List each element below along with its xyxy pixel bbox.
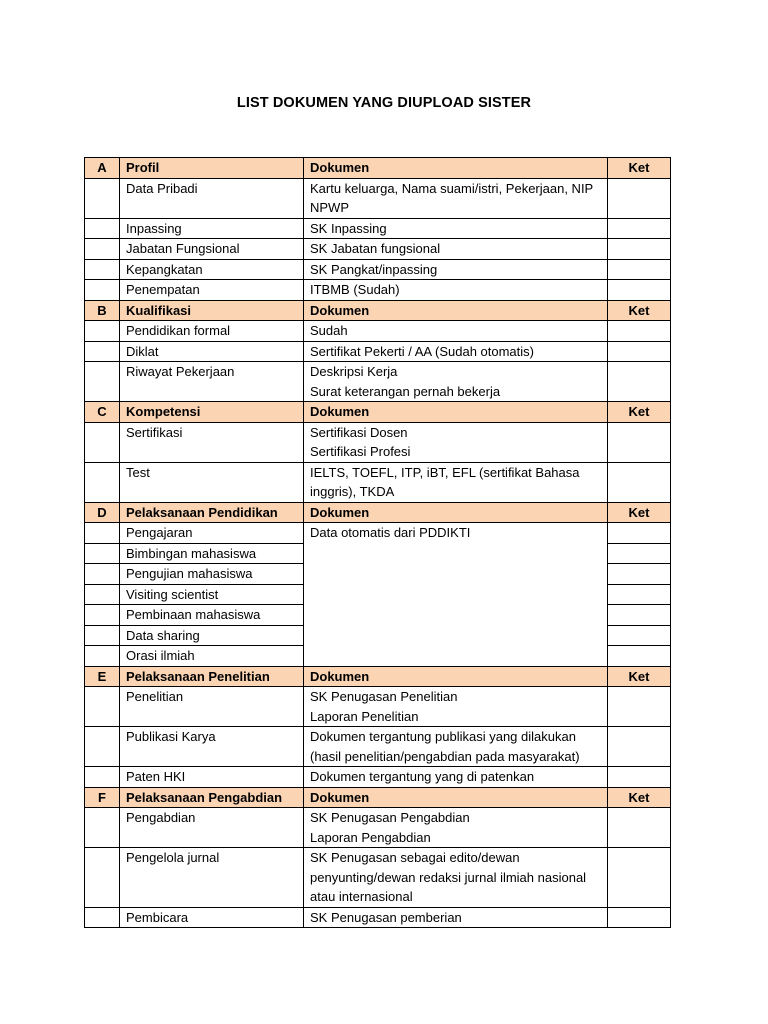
section-header-row [85, 502, 671, 523]
table-row [85, 341, 671, 362]
row-item: Inpassing [120, 218, 304, 239]
row-item: Orasi ilmiah [120, 646, 304, 667]
row-document [304, 259, 608, 280]
row-letter [85, 625, 120, 646]
section-ket-header: Ket [608, 158, 671, 179]
section-header-row [85, 787, 671, 808]
row-merged-document: Data otomatis dari PDDIKTI [304, 523, 608, 667]
row-item: Publikasi Karya [120, 727, 304, 767]
row-item: Penelitian [120, 687, 304, 727]
row-letter [85, 362, 120, 402]
row-item: Data sharing [120, 625, 304, 646]
document-line: Deskripsi Kerja [310, 364, 398, 379]
section-header-row [85, 402, 671, 423]
row-document [304, 767, 608, 788]
section-letter: E [85, 666, 120, 687]
page-title: LIST DOKUMEN YANG DIUPLOAD SISTER [236, 95, 532, 111]
table-row [85, 321, 671, 342]
row-document [304, 687, 608, 727]
row-ket [608, 523, 671, 544]
section-ket-header: Ket [608, 402, 671, 423]
table-row [85, 767, 671, 788]
row-document [304, 848, 608, 908]
row-letter [85, 422, 120, 462]
row-document [304, 321, 608, 342]
table-row [85, 808, 671, 848]
section-letter: C [85, 402, 120, 423]
document-line: SK Penugasan pemberian [310, 909, 462, 925]
row-item: Data Pribadi [120, 178, 304, 218]
row-letter [85, 280, 120, 301]
section-letter: F [85, 787, 120, 808]
row-item: Pengabdian [120, 808, 304, 848]
document-line: Dokumen tergantung yang di patenkan [310, 769, 535, 784]
section-header-row [85, 666, 671, 687]
row-ket [608, 543, 671, 564]
row-document [304, 218, 608, 239]
section-name: Profil [120, 158, 304, 179]
row-item: Diklat [120, 341, 304, 362]
document-line: Sertifikasi Profesi [310, 444, 411, 459]
document-line: Laporan Pengabdian [310, 829, 431, 845]
row-ket [608, 280, 671, 301]
row-item: Penempatan [120, 280, 304, 301]
section-doc-header: Dokumen [304, 502, 608, 523]
row-letter [85, 605, 120, 626]
table-row [85, 259, 671, 280]
document-line: Sertifikat Pekerti / AA (Sudah otomatis) [310, 343, 534, 359]
row-letter [85, 321, 120, 342]
row-item: Pengujian mahasiswa [120, 564, 304, 585]
section-name: Pelaksanaan Penelitian [120, 666, 304, 687]
row-item: Pengelola jurnal [120, 848, 304, 908]
row-letter [85, 462, 120, 502]
row-item: Riwayat Pekerjaan [120, 362, 304, 402]
row-document [304, 907, 608, 928]
row-ket [608, 341, 671, 362]
row-item: Jabatan Fungsional [120, 239, 304, 260]
row-ket [608, 584, 671, 605]
document-line: Sertifikasi Dosen [310, 424, 408, 440]
row-letter [85, 564, 120, 585]
section-name: Kualifikasi [120, 300, 304, 321]
row-document [304, 362, 608, 402]
table-row [85, 687, 671, 727]
row-document [304, 341, 608, 362]
row-document [304, 808, 608, 848]
row-letter [85, 687, 120, 727]
row-ket [608, 564, 671, 585]
row-ket [608, 462, 671, 502]
row-document [304, 422, 608, 462]
row-letter [85, 848, 120, 908]
document-line: SK Jabatan fungsional [310, 241, 441, 256]
row-ket [608, 727, 671, 767]
row-letter [85, 543, 120, 564]
section-doc-header: Dokumen [304, 402, 608, 423]
section-letter: D [85, 502, 120, 523]
row-document [304, 727, 608, 767]
row-letter [85, 259, 120, 280]
row-letter [85, 584, 120, 605]
document-line: Kartu keluarga, Nama suami/istri, Pekerjaan, NIP [310, 180, 594, 196]
table-row [85, 727, 671, 767]
row-letter [85, 178, 120, 218]
row-document [304, 239, 608, 260]
document-line: SK Penugasan sebagai edito/dewan penyunting/dewan redaksi jurnal ilmiah nasional atau internasional [310, 850, 587, 904]
table-row [85, 848, 671, 908]
row-item: Pembicara [120, 907, 304, 928]
section-letter: B [85, 300, 120, 321]
section-name: Pelaksanaan Pengabdian [120, 787, 304, 808]
table-row [85, 239, 671, 260]
section-letter: A [85, 158, 120, 179]
table-row [85, 178, 671, 218]
document-line: ITBMB (Sudah) [310, 282, 400, 297]
row-item: Sertifikasi [120, 422, 304, 462]
row-item: Test [120, 462, 304, 502]
row-item: Pengajaran [120, 523, 304, 544]
row-ket [608, 178, 671, 218]
document-line: Sudah [310, 323, 348, 338]
row-letter [85, 341, 120, 362]
row-item: Paten HKI [120, 767, 304, 788]
row-ket [608, 907, 671, 928]
table-row [85, 907, 671, 928]
row-ket [608, 687, 671, 727]
table-row [85, 422, 671, 462]
section-ket-header: Ket [608, 666, 671, 687]
document-line: SK Inpassing [310, 220, 387, 236]
section-ket-header: Ket [608, 502, 671, 523]
document-line: IELTS, TOEFL, ITP, iBT, EFL (sertifikat Bahasa inggris), TKDA [310, 464, 580, 499]
row-ket [608, 218, 671, 239]
row-ket [608, 625, 671, 646]
section-header-row [85, 300, 671, 321]
row-item: Bimbingan mahasiswa [120, 543, 304, 564]
row-item: Pembinaan mahasiswa [120, 605, 304, 626]
row-letter [85, 767, 120, 788]
row-letter [85, 646, 120, 667]
document-line: SK Penugasan Penelitian [310, 689, 458, 704]
document-line: SK Penugasan Pengabdian [310, 810, 470, 825]
document-line: Dokumen tergantung publikasi yang dilakukan (hasil penelitian/pengabdian pada masyarakat) [310, 729, 580, 764]
table-row [85, 280, 671, 301]
row-ket [608, 239, 671, 260]
row-item: Kepangkatan [120, 259, 304, 280]
row-item: Pendidikan formal [120, 321, 304, 342]
section-header-row [85, 158, 671, 179]
section-doc-header: Dokumen [304, 300, 608, 321]
row-ket [608, 362, 671, 402]
document-table [84, 157, 671, 928]
section-doc-header: Dokumen [304, 787, 608, 808]
row-ket [608, 848, 671, 908]
row-letter [85, 907, 120, 928]
section-name: Kompetensi [120, 402, 304, 423]
table-row [85, 362, 671, 402]
table-row [85, 523, 671, 544]
section-doc-header: Dokumen [304, 666, 608, 687]
row-ket [608, 605, 671, 626]
row-ket [608, 259, 671, 280]
row-document [304, 462, 608, 502]
row-item: Visiting scientist [120, 584, 304, 605]
section-ket-header: Ket [608, 300, 671, 321]
row-letter [85, 218, 120, 239]
document-line: Laporan Penelitian [310, 708, 419, 724]
document-line: NPWP [310, 200, 349, 215]
table-row [85, 218, 671, 239]
row-ket [608, 321, 671, 342]
row-document [304, 178, 608, 218]
row-document [304, 280, 608, 301]
document-table-body [85, 158, 671, 928]
section-name: Pelaksanaan Pendidikan [120, 502, 304, 523]
row-letter [85, 523, 120, 544]
row-letter [85, 239, 120, 260]
row-ket [608, 767, 671, 788]
row-letter [85, 808, 120, 848]
row-letter [85, 727, 120, 767]
section-doc-header: Dokumen [304, 158, 608, 179]
row-ket [608, 808, 671, 848]
section-ket-header: Ket [608, 787, 671, 808]
document-line: SK Pangkat/inpassing [310, 261, 438, 277]
row-ket [608, 646, 671, 667]
row-ket [608, 422, 671, 462]
document-line: Surat keterangan pernah bekerja [310, 383, 501, 399]
table-row [85, 462, 671, 502]
